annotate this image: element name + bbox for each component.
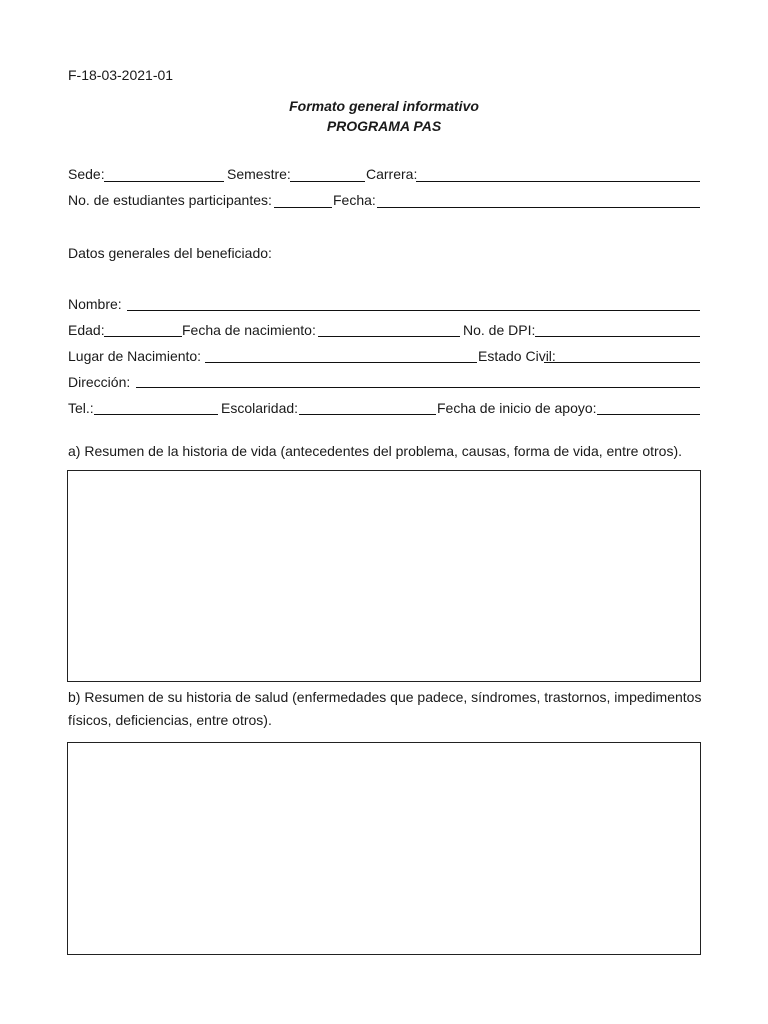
sede-label: Sede: [68, 166, 105, 182]
program-title: PROGRAMA PAS [326, 118, 442, 134]
semestre-field[interactable] [290, 181, 365, 182]
section-a-prompt: a) Resumen de la historia de vida (antecedentes del problema, causas, forma de vida, entre otros). [68, 443, 682, 459]
edad-field[interactable] [104, 336, 182, 337]
no-dpi-label: No. de DPI: [463, 322, 536, 338]
lugar-nacimiento-field[interactable] [205, 362, 477, 363]
historia-salud-textbox[interactable] [67, 742, 701, 955]
direccion-field[interactable] [136, 387, 700, 388]
nombre-label: Nombre: [68, 296, 122, 312]
fecha-field[interactable] [377, 207, 700, 208]
escolaridad-field[interactable] [299, 414, 436, 415]
tel-field[interactable] [94, 414, 218, 415]
fecha-inicio-apoyo-field[interactable] [597, 414, 700, 415]
fecha-nacimiento-label: Fecha de nacimiento: [182, 322, 316, 338]
no-estudiantes-label: No. de estudiantes participantes: [68, 192, 272, 208]
carrera-label: Carrera: [366, 166, 418, 182]
fecha-inicio-apoyo-label: Fecha de inicio de apoyo: [437, 400, 597, 416]
form-code: F-18-03-2021-01 [68, 67, 174, 83]
tel-label: Tel.: [68, 400, 94, 416]
sede-field[interactable] [104, 181, 224, 182]
semestre-label: Semestre: [227, 166, 291, 182]
escolaridad-label: Escolaridad: [221, 400, 299, 416]
historia-vida-textbox[interactable] [67, 470, 701, 682]
edad-label: Edad: [68, 322, 105, 338]
nombre-field[interactable] [127, 310, 700, 311]
estado-civil-label: Estado Civil: [478, 348, 556, 364]
section-b-prompt-line2: físicos, deficiencias, entre otros). [68, 712, 272, 728]
section-b-prompt-line1: b) Resumen de su historia de salud (enfermedades que padece, síndromes, trastornos, impedimentos [68, 689, 702, 705]
lugar-nacimiento-label: Lugar de Nacimiento: [68, 348, 202, 364]
carrera-field[interactable] [416, 181, 700, 182]
direccion-label: Dirección: [68, 374, 131, 390]
beneficiario-heading: Datos generales del beneficiado: [68, 245, 272, 261]
fecha-label: Fecha: [333, 192, 376, 208]
estado-civil-field[interactable] [544, 362, 700, 363]
form-title: Formato general informativo [289, 98, 479, 114]
fecha-nacimiento-field[interactable] [318, 336, 460, 337]
no-dpi-field[interactable] [535, 336, 700, 337]
no-estudiantes-field[interactable] [274, 207, 332, 208]
